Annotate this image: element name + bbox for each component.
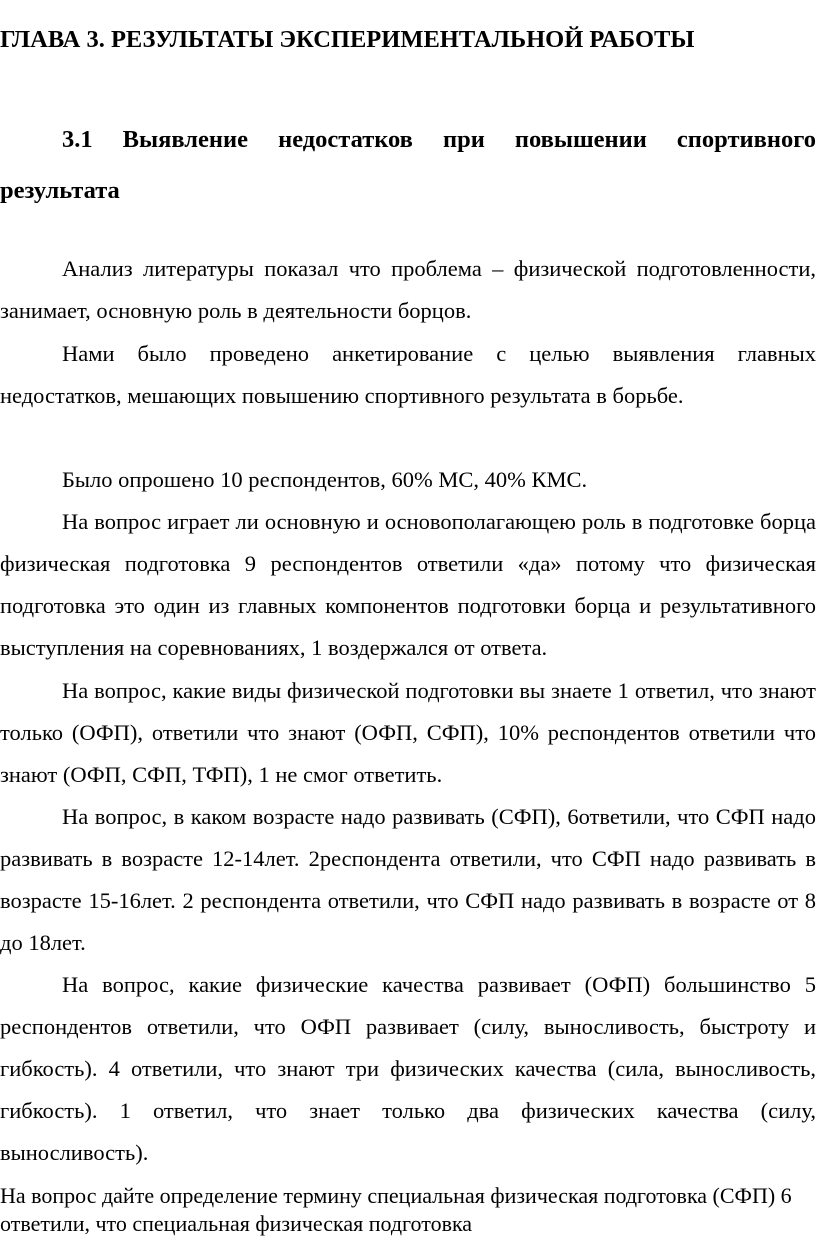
paragraph-respondents: Было опрошено 10 респондентов, 60% МС, 40% КМС. — [62, 467, 588, 492]
paragraph-question-definition: На вопрос дайте определение термину специальная физическая подготовка (СФП) 6 ответили, что специальная физическая подготовка — [0, 1183, 792, 1236]
section-title: 3.1 Выявление недостатков при повышении спортивного результата — [0, 126, 816, 204]
chapter-title: ГЛАВА 3. РЕЗУЛЬТАТЫ ЭКСПЕРИМЕНТАЛЬНОЙ РАБОТЫ — [0, 26, 695, 53]
paragraph-survey-intro: Нами было проведено анкетирование с целью выявления главных недостатков, мешающих повышению спортивного результата в борьбе. — [0, 341, 816, 408]
paragraph-question-types: На вопрос, какие виды физической подготовки вы знаете 1 ответил, что знают только (ОФП), ответили что знают (ОФП, СФП), 10% респондентов ответили что знают (ОФП, СФП, ТФП), 1 не смог ответить. — [0, 678, 816, 787]
paragraph-question-role: На вопрос играет ли основную и основополагающею роль в подготовке борца физическая подготовка 9 респондентов ответили «да» потому что физическая подготовка это один из главных компонентов подготовки борца и результативного выступления на соревнованиях, 1 воздержался от ответа. — [0, 509, 816, 660]
paragraph-literature-analysis: Анализ литературы показал что проблема – физической подготовленности, занимает, основную роль в деятельности борцов. — [0, 256, 816, 323]
paragraph-question-age: На вопрос, в каком возрасте надо развивать (СФП), 6ответили, что СФП надо развивать в возрасте 12-14лет. 2респондента ответили, что СФП надо развивать в возрасте 15-16лет. 2 респондента ответили, что СФП надо развивать в возрасте от 8 до 18лет. — [0, 804, 816, 955]
paragraph-question-qualities: На вопрос, какие физические качества развивает (ОФП) большинство 5 респондентов ответили, что ОФП развивает (силу, выносливость, быстроту и гибкость). 4 ответили, что знают три физических качества (сила, выносливость, гибкость). 1 ответил, что знает только два физических качества (силу, выносливость). — [0, 972, 816, 1165]
